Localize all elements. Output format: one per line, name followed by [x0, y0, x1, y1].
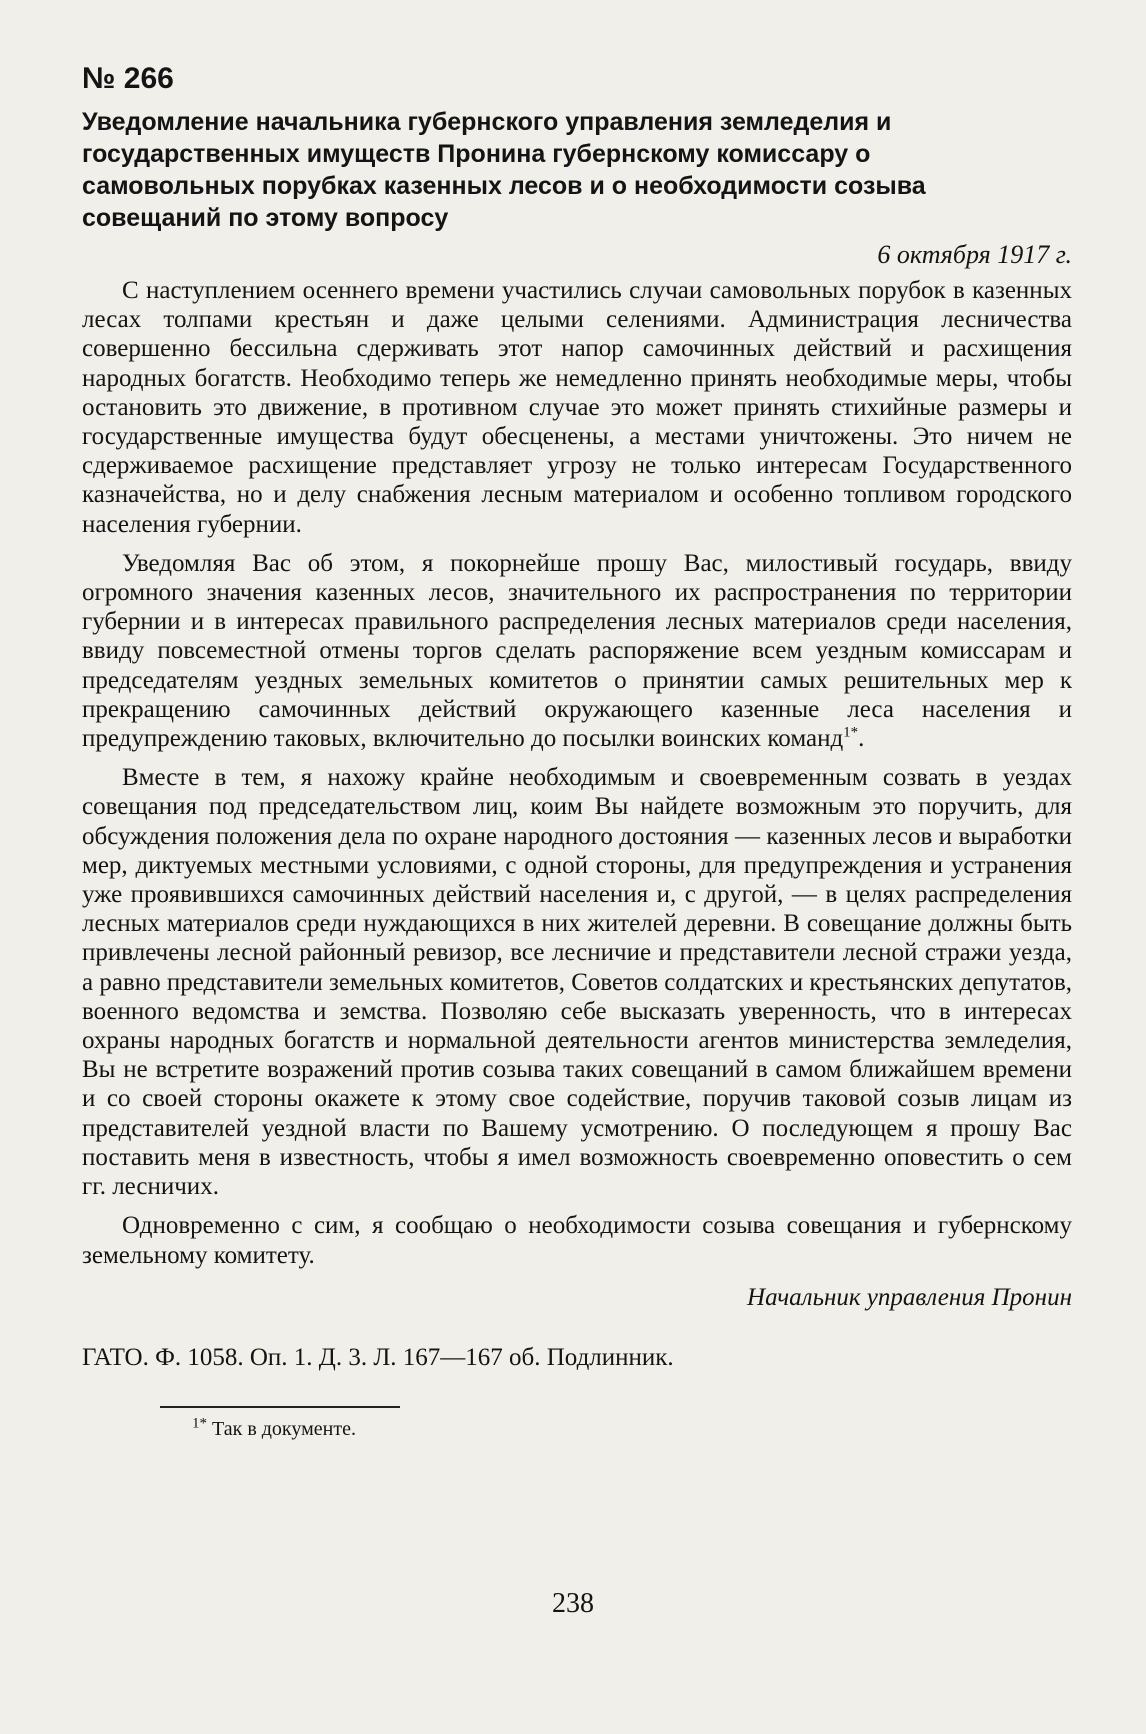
paragraph-1: С наступлением осеннего времени участились случаи самовольных порубок в казенных лесах толпами крестьян и даже целыми селениями. Администрация лесничества совершенно бессильна сдерживать этот напор самочинных действий и расхищения народных богатств. Необходимо теперь же немедленно принять необходимые меры, чтобы остановить это движение, в противном случае это может принять стихийные размеры и государственные имущества будут обесценены, а местами уничтожены. Это ничем не сдерживаемое расхищение представляет угрозу не только интересам Государственного казначейства, но и делу снабжения лесным материалом и особенно топливом городского населения губернии. [82, 277, 1072, 538]
paragraph-3: Вместе в тем, я нахожу крайне необходимым и своевременным созвать в уездах совещания под председательством лиц, коим Вы найдете возможным это поручить, для обсуждения положения дела по охране народного достояния — казенных лесов и выработки мер, диктуемых местными условиями, с одной стороны, для предупреждения и устранения уже проявившихся самочинных действий населения и, с другой, — в целях распределения лесных материалов среди нуждающихся в них жителей деревни. В совещание должны быть привлечены лесной районный ревизор, все лесничие и представители лесной стражи уезда, а равно представители земельных комитетов, Советов солдатских и крестьянских депутатов, военного ведомства и земства. Позволяю себе высказать уверенность, что в интересах охраны народных богатств и нормальной деятельности агентов министерства земледелия, Вы не встретите возражений против созыва таких совещаний в самом ближайшем времени и со своей стороны окажете к этому свое содействие, поручив таковой созыв лицам из представителей уездной власти по Вашему усмотрению. О последующем я прошу Вас поставить меня в известность, чтобы я имел возможность своевременно оповестить о сем гг. лесничих. [82, 764, 1072, 1201]
document-page [82, 62, 1072, 1441]
footnote-ref: 1* [192, 1415, 207, 1432]
paragraph-2: Уведомляя Вас об этом, я покорнейше прошу Вас, милостивый государь, ввиду огромного значения казенных лесов, значительного их распространения по территории губернии и в интересах правильного распределения лесных материалов среди населения, ввиду повсеместной отмены торгов сделать распоряжение всем уездным комиссарам и председателям уездных земельных комитетов о принятии самых решительных мер к прекращению самочинных действий окружающего казенные леса населения и предупреждению таковых, включительно до посылки воинских команд$^{1*}$. [82, 549, 1072, 753]
document-date: 6 октября 1917 г. [877, 240, 1072, 269]
footnote-marker: 1* [843, 724, 859, 741]
archive-source: ГАТО. Ф. 1058. Оп. 1. Д. 3. Л. 167—167 об. Подлинник. [82, 1343, 674, 1371]
signature: Начальник управления Пронин [747, 1283, 1072, 1311]
footnote-text: Так в документе. [212, 1417, 356, 1440]
document-title: Уведомление начальника губернского управления земледелия и государственных имуществ Пронина губернскому комиссару о самовольных порубках казенных лесов и о необходимости созыва совещаний по этому вопросу [82, 108, 926, 232]
footnote-divider [160, 1406, 400, 1408]
paragraph-2-text: Уведомляя Вас об этом, я покорнейше прошу Вас, милостивый государь, ввиду огромного значения казенных лесов, значительного их распространения по территории губернии и в интересах правильного распределения лесных материалов среди населения, ввиду повсеместной отмены торгов сделать распоряжение всем уездным комиссарам и председателям уездных земельных комитетов о принятии самых решительных мер к прекращению самочинных действий окружающего казенные леса населения и предупреждению таковых, включительно до посылки воинских команд [82, 549, 1072, 753]
paragraph-4: Одновременно с сим, я сообщаю о необходимости созыва совещания и губернскому земельному комитету. [82, 1212, 1072, 1269]
page-number: 238 [552, 1588, 594, 1619]
footnote [192, 1415, 1072, 1441]
document-number: № 266 [82, 62, 174, 95]
